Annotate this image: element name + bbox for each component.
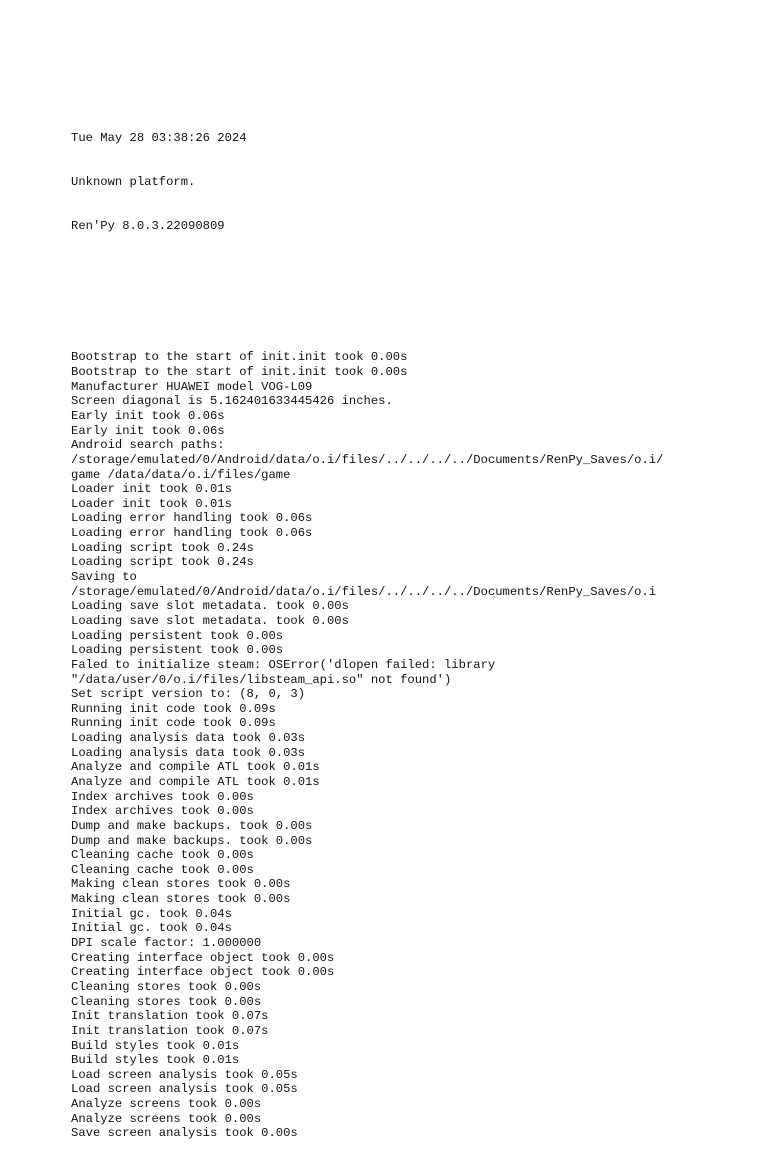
log-line: Analyze and compile ATL took 0.01s: [71, 774, 320, 789]
log-line: Cleaning stores took 0.00s: [71, 994, 262, 1009]
log-line: Loading save slot metadata. took 0.00s: [71, 613, 349, 628]
log-line: Making clean stores took 0.00s: [71, 877, 291, 892]
log-line: Build styles took 0.01s: [71, 1038, 240, 1053]
version-line: Ren'Py 8.0.3.22090809: [71, 218, 225, 233]
log-line: Loader init took 0.01s: [71, 496, 232, 511]
log-line: /storage/emulated/0/Android/data/o.i/files/../../../../Documents/RenPy_Saves/o.i: [71, 584, 657, 599]
log-line: Loading persistent took 0.00s: [71, 643, 284, 658]
log-line: Loading analysis data took 0.03s: [71, 745, 306, 760]
log-line: Making clean stores took 0.00s: [71, 892, 291, 907]
log-line: Index archives took 0.00s: [71, 804, 254, 819]
blank-gap: [71, 292, 751, 321]
log-header: [71, 101, 751, 262]
log-line: Early init took 0.06s: [71, 423, 225, 438]
log-line: Init translation took 0.07s: [71, 1023, 269, 1038]
log-line: Analyze and compile ATL took 0.01s: [71, 760, 320, 775]
log-line: Analyze screens took 0.00s: [71, 1097, 262, 1112]
log-line: Faled to initialize steam: OSError('dlopen failed: library: [71, 657, 496, 672]
log-line: Screen diagonal is 5.162401633445426 inches.: [71, 394, 393, 409]
log-line: Dump and make backups. took 0.00s: [71, 818, 313, 833]
log-line: Analyze screens took 0.00s: [71, 1111, 262, 1126]
log-line: Build styles took 0.01s: [71, 1053, 240, 1068]
log-line: Cleaning stores took 0.00s: [71, 979, 262, 994]
log-line: game /data/data/o.i/files/game: [71, 467, 291, 482]
log-line: Loading script took 0.24s: [71, 540, 254, 555]
log-line: Initial gc. took 0.04s: [71, 906, 232, 921]
timestamp-line: Tue May 28 03:38:26 2024: [71, 130, 247, 145]
platform-line: Unknown platform.: [71, 174, 196, 189]
log-body: [71, 350, 751, 1141]
log-line: DPI scale factor: 1.000000: [71, 936, 262, 951]
log-line: Running init code took 0.09s: [71, 701, 276, 716]
log-line: "/data/user/0/o.i/files/libsteam_api.so" not found'): [71, 672, 452, 687]
log-text: [71, 72, 751, 1170]
log-line: Creating interface object took 0.00s: [71, 965, 335, 980]
log-line: Manufacturer HUAWEI model VOG-L09: [71, 379, 313, 394]
log-line: Loader init took 0.01s: [71, 482, 232, 497]
log-line: Initial gc. took 0.04s: [71, 921, 232, 936]
log-line: Loading script took 0.24s: [71, 555, 254, 570]
log-line: Saving to: [71, 570, 137, 585]
log-line: Loading persistent took 0.00s: [71, 628, 284, 643]
log-line: Set script version to: (8, 0, 3): [71, 687, 306, 702]
log-line: Running init code took 0.09s: [71, 716, 276, 731]
log-line: Early init took 0.06s: [71, 408, 225, 423]
log-line: Bootstrap to the start of init.init took 0.00s: [71, 365, 408, 380]
log-line: Bootstrap to the start of init.init took 0.00s: [71, 350, 408, 365]
log-line: Init translation took 0.07s: [71, 1009, 269, 1024]
log-line: Creating interface object took 0.00s: [71, 950, 335, 965]
log-line: Load screen analysis took 0.05s: [71, 1067, 298, 1082]
log-line: Load screen analysis took 0.05s: [71, 1082, 298, 1097]
log-line: /storage/emulated/0/Android/data/o.i/files/../../../../Documents/RenPy_Saves/o.i/: [71, 452, 664, 467]
log-line: Save screen analysis took 0.00s: [71, 1126, 298, 1141]
log-line: Cleaning cache took 0.00s: [71, 848, 254, 863]
log-line: Loading save slot metadata. took 0.00s: [71, 599, 349, 614]
log-line: Loading analysis data took 0.03s: [71, 731, 306, 746]
log-line: Cleaning cache took 0.00s: [71, 862, 254, 877]
log-line: Dump and make backups. took 0.00s: [71, 833, 313, 848]
log-line: Index archives took 0.00s: [71, 789, 254, 804]
log-line: Loading error handling took 0.06s: [71, 511, 313, 526]
log-line: Loading error handling took 0.06s: [71, 526, 313, 541]
log-line: Android search paths:: [71, 438, 225, 453]
